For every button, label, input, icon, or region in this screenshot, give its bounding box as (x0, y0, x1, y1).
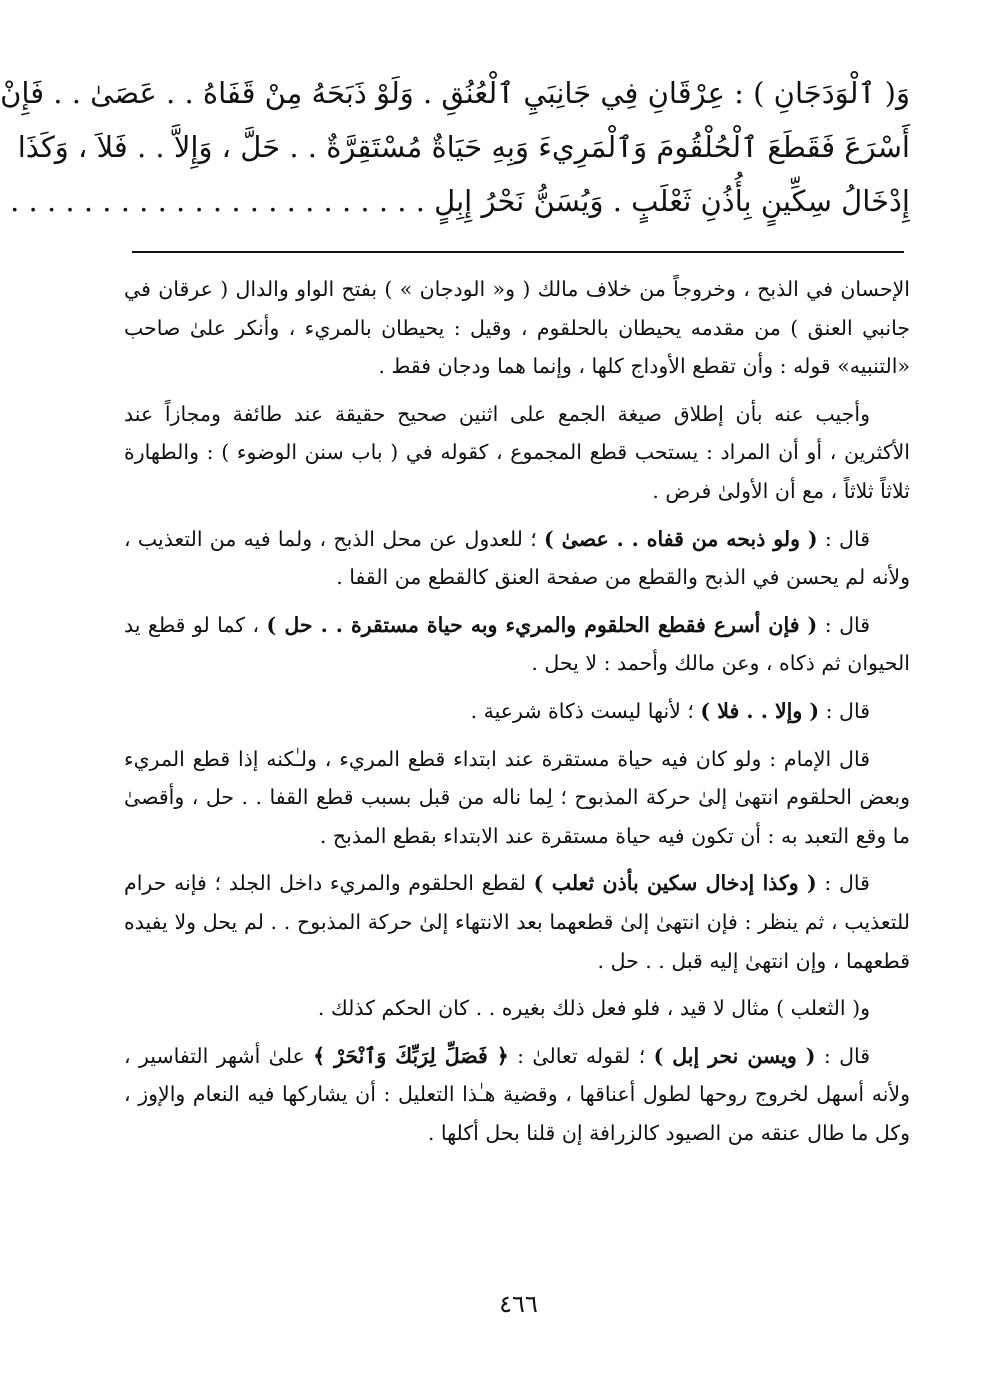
commentary-text (124, 270, 910, 1161)
paragraph-body: علىٰ أشهر التفاسير ، ولأنه أسهل لخروج روحها لطول أعناقها ، وقضية هـٰذا التعليل : أن يشاركها فيه النعام والإوز ، وكل ما طال عنقه من الصيود كالزرافة إن قلنا بحل أكلها . (124, 1043, 910, 1145)
paragraph-lead: قال : (817, 526, 870, 551)
paragraph-lead: قال : (816, 871, 870, 896)
paragraph-body: لقطع الحلقوم والمريء داخل الجلد ؛ فإنه حرام للتعذيب ، ثم ينظر : فإن انتهىٰ إلىٰ قطعهما بعد الانتهاء إلىٰ حركة المذبوح . . لم يحل ولا يفيده قطعهما ، وإن انتهىٰ إليه قبل . . حل . (124, 871, 910, 973)
paragraph-body: ، كما لو قطع يد الحيوان ثم ذكاه ، وعن مالك وأحمد : لا يحل . (124, 612, 910, 676)
commentary-paragraph (124, 606, 910, 683)
paragraph-lead: قال : (819, 698, 870, 723)
matn-quote: ( وإلا . . فلا ) (700, 698, 820, 723)
paragraph-lead: قال : (815, 1043, 871, 1068)
commentary-paragraph: الإحسان في الذبح ، وخروجاً من خلاف مالك ( و« الودجان » ) بفتح الواو والدال ( عرقان في جانبي العنق ) من مقدمه يحيطان بالحلقوم ، وقيل : يحيطان بالمريء ، وأنكر علىٰ صاحب «التنبيه» قوله : وأن تقطع الأوداج كلها ، وإنما هما ودجان فقط . (124, 277, 910, 379)
matn-line: إِدْخَالُ سِكِّينٍ بِأُذُنِ ثَعْلَبٍ . وَيُسَنُّ نَحْرُ إِبِلٍ . . . . . . . . . . . . . . . . . . . . . . . (10, 184, 910, 218)
quran-verse: ﴿ فَصَلِّ لِرَبِّكَ وَٱنْحَرْ ﴾ (313, 1043, 509, 1068)
matn-quote: ( ويسن نحر إبل ) (653, 1043, 816, 1068)
matn-quote: ( ولو ذبحه من قفاه . . عصىٰ ) (544, 526, 818, 551)
paragraph-body: ؛ لأنها ليست ذكاة شرعية . (470, 698, 701, 723)
matn-line: أَسْرَعَ فَقَطَعَ ٱلْحُلْقُومَ وَٱلْمَرِيءَ وَبِهِ حَيَاةٌ مُسْتَقِرَّةٌ . . حَلَّ ، وَإِلاَّ . . فَلاَ ، وَكَذَا (17, 130, 910, 164)
separator-rule (132, 251, 904, 253)
page-number: ٤٦٦ (499, 1290, 538, 1318)
matn-quote: ( وكذا إدخال سكين بأذن ثعلب ) (533, 871, 817, 896)
commentary-paragraph (124, 520, 910, 597)
matn-line: وَ( ٱلْوَدَجَانِ ) : عِرْقَانِ فِي جَانِبَيِ ٱلْعُنُقِ . وَلَوْ ذَبَحَهُ مِنْ قَفَاهُ . . عَصَىٰ . . فَإِنْ (0, 76, 910, 110)
commentary-paragraph: وأجيب عنه بأن إطلاق صيغة الجمع على اثنين صحيح حقيقة عند طائفة ومجازاً عند الأكثرين ، أو أن المراد : يستحب قطع المجموع ، كقوله في ( باب سنن الوضوء ) : والطهارة ثلاثاً ثلاثاً ، مع أن الأولىٰ فرض . (124, 401, 910, 503)
paragraph-body: ؛ للعدول عن محل الذبح ، ولما فيه من التعذيب ، ولأنه لم يحسن في الذبح والقطع من صفحة العنق كالقطع من القفا . (124, 526, 910, 590)
commentary-paragraph (124, 1037, 910, 1153)
commentary-paragraph (124, 692, 910, 731)
paragraph-body: ؛ لقوله تعالىٰ : (508, 1043, 654, 1068)
matn-text (0, 66, 910, 228)
commentary-paragraph: و( الثعلب ) مثال لا قيد ، فلو فعل ذلك بغيره . . كان الحكم كذلك . (317, 996, 870, 1021)
paragraph-lead: قال : (817, 612, 871, 637)
matn-quote: ( فإن أسرع فقطع الحلقوم والمريء وبه حياة مستقرة . . حل ) (266, 612, 818, 637)
commentary-paragraph: قال الإمام : ولو كان فيه حياة مستقرة عند ابتداء قطع المريء ، ولـٰكنه إذا قطع المريء وبعض الحلقوم انتهىٰ إلىٰ حركة المذبوح ؛ لِما ناله من قبل بسبب قطع القفا . . حل ، وأقصىٰ ما وقع التعبد به : أن تكون فيه حياة مستقرة عند الابتداء بقطع المذبح . (124, 746, 910, 848)
commentary-paragraph (124, 864, 910, 980)
